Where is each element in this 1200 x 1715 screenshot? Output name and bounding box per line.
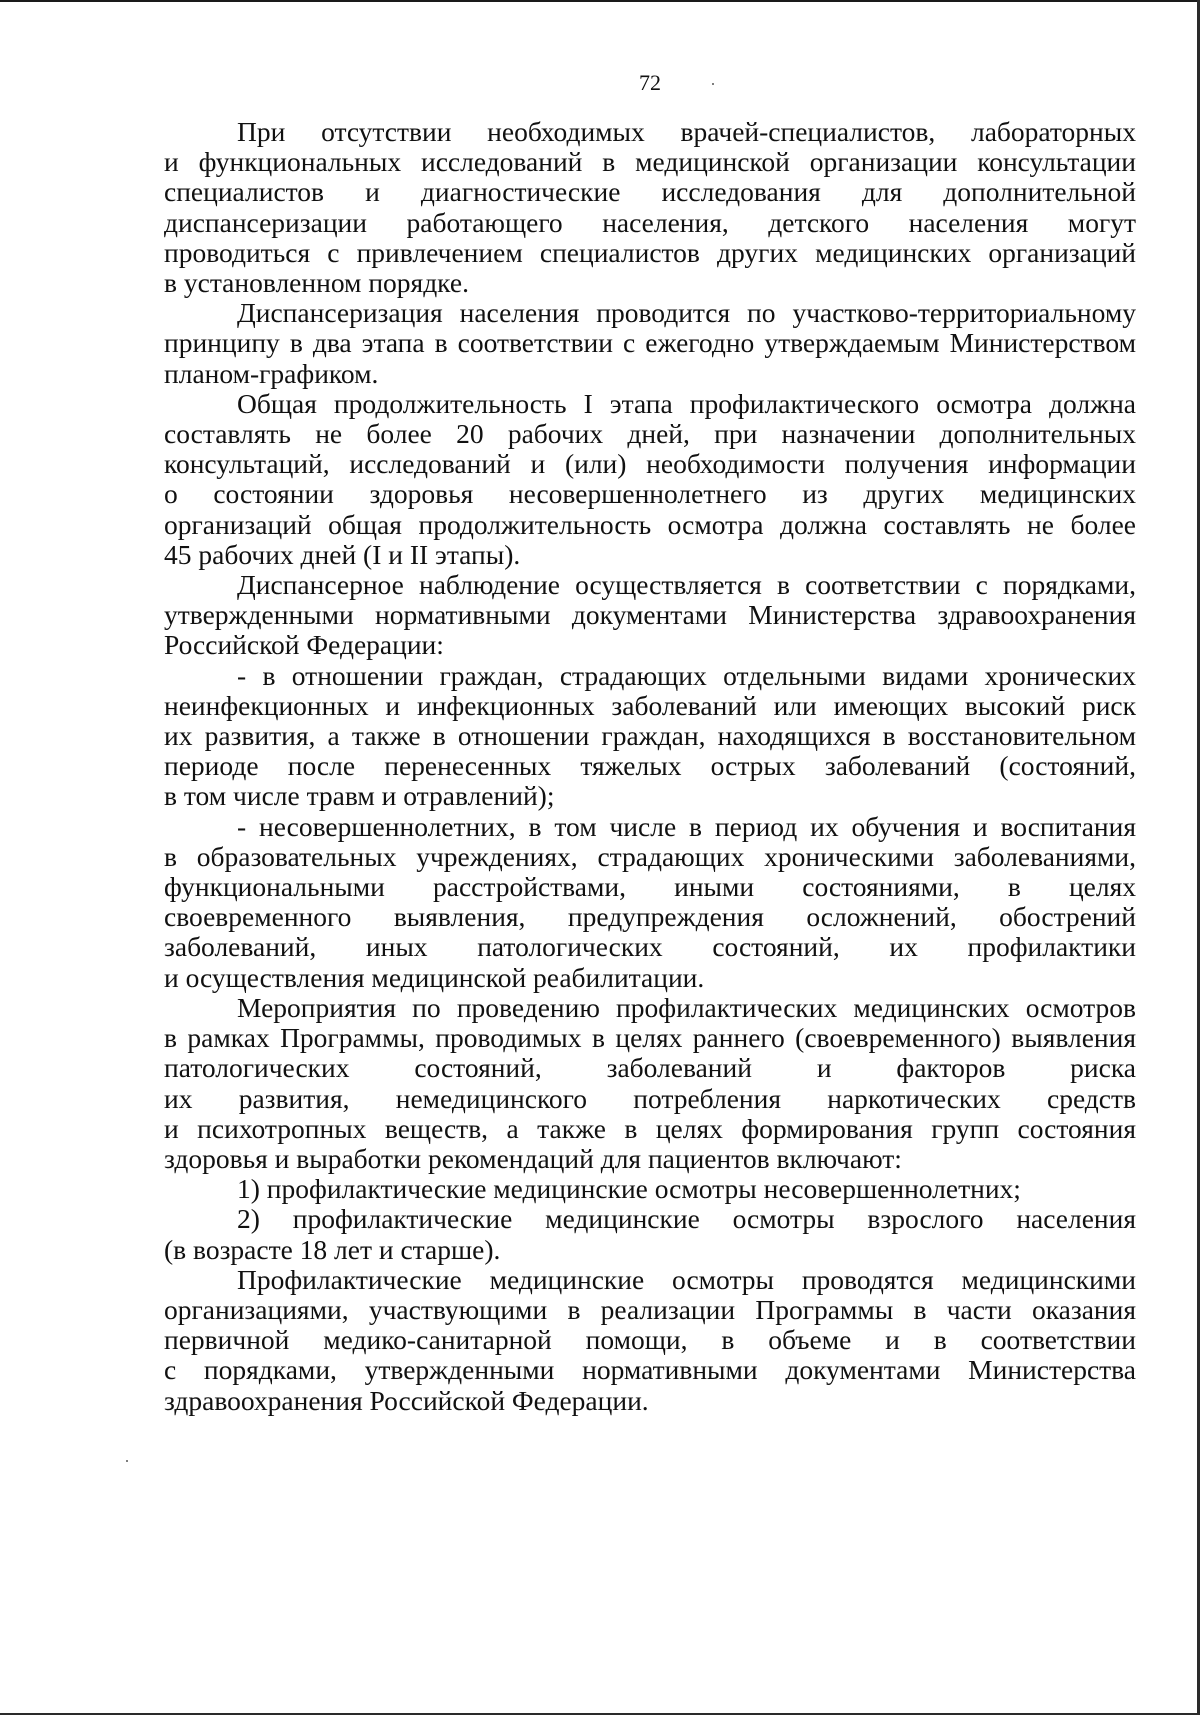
text-line: Диспансерное наблюдение осуществляется в соответствии с порядками, bbox=[237, 569, 1136, 601]
text-line: о состоянии здоровья несовершеннолетнего из других медицинских bbox=[164, 478, 1136, 510]
text-line: неинфекционных и инфекционных заболеваний или имеющих высокий риск bbox=[164, 689, 1136, 721]
text-line: 1) профилактические медицинские осмотры несовершеннолетних; bbox=[237, 1173, 1021, 1205]
text-line: и осуществления медицинской реабилитации. bbox=[164, 961, 705, 993]
text-line: - в отношении граждан, страдающих отдельными видами хронических bbox=[237, 659, 1136, 691]
text-line: Диспансеризация населения проводится по участково-территориальному bbox=[237, 297, 1136, 329]
text-line: организациями, участвующими в реализации Программы в части оказания bbox=[164, 1293, 1136, 1325]
text-line: планом-графиком. bbox=[164, 357, 379, 389]
text-line: патологических состояний, заболеваний и факторов риска bbox=[164, 1052, 1136, 1084]
paragraph bbox=[164, 812, 1136, 993]
paragraph bbox=[164, 993, 1136, 1174]
paragraph bbox=[164, 1174, 1136, 1204]
text-line: заболеваний, иных патологических состояний, их профилактики bbox=[164, 931, 1136, 963]
text-line: здравоохранения Российской Федерации. bbox=[164, 1384, 649, 1416]
scan-speck bbox=[126, 1460, 128, 1462]
paragraph bbox=[164, 1265, 1136, 1416]
text-line: первичной медико-санитарной помощи, в объеме и в соответствии bbox=[164, 1324, 1136, 1356]
text-line: консультаций, исследований и (или) необходимости получения информации bbox=[164, 448, 1136, 480]
text-line: утвержденными нормативными документами Министерства здравоохранения bbox=[164, 599, 1136, 631]
text-line: их развития, а также в отношении граждан, находящихся в восстановительном bbox=[164, 720, 1136, 752]
text-line: здоровья и выработки рекомендаций для пациентов включают: bbox=[164, 1142, 902, 1174]
text-line: 2) профилактические медицинские осмотры взрослого населения bbox=[237, 1203, 1136, 1235]
text-line: диспансеризации работающего населения, детского населения могут bbox=[164, 206, 1136, 238]
text-line: - несовершеннолетних, в том числе в период их обучения и воспитания bbox=[237, 810, 1136, 842]
paragraph bbox=[164, 1204, 1136, 1264]
text-line: и функциональных исследований в медицинской организации консультации bbox=[164, 146, 1136, 178]
text-line: их развития, немедицинского потребления наркотических средств bbox=[164, 1082, 1136, 1114]
text-line: функциональными расстройствами, иными состояниями, в целях bbox=[164, 871, 1136, 903]
paragraph bbox=[164, 570, 1136, 661]
text-line: составлять не более 20 рабочих дней, при назначении дополнительных bbox=[164, 418, 1136, 450]
text-line: 45 рабочих дней (I и II этапы). bbox=[164, 538, 521, 570]
paragraph bbox=[164, 389, 1136, 570]
paragraph bbox=[164, 298, 1136, 389]
text-line: специалистов и диагностические исследования для дополнительной bbox=[164, 176, 1136, 208]
text-line: (в возрасте 18 лет и старше). bbox=[164, 1233, 501, 1265]
text-line: и психотропных веществ, а также в целях формирования групп состояния bbox=[164, 1112, 1136, 1144]
paragraph bbox=[164, 117, 1136, 298]
text-line: Профилактические медицинские осмотры проводятся медицинскими bbox=[237, 1263, 1136, 1295]
text-line: в установленном порядке. bbox=[164, 267, 469, 299]
text-line: в образовательных учреждениях, страдающих хроническими заболеваниями, bbox=[164, 840, 1136, 872]
scan-edge-top bbox=[0, 0, 1200, 2]
text-line: Общая продолжительность I этапа профилактического осмотра должна bbox=[237, 387, 1136, 419]
text-line: принципу в два этапа в соответствии с ежегодно утверждаемым Министерством bbox=[164, 327, 1136, 359]
text-line: При отсутствии необходимых врачей-специалистов, лабораторных bbox=[237, 116, 1136, 147]
document-body bbox=[164, 117, 1136, 1416]
text-line: своевременного выявления, предупреждения осложнений, обострений bbox=[164, 901, 1136, 933]
text-line: в том числе травм и отравлений); bbox=[164, 780, 555, 812]
text-line: Мероприятия по проведению профилактических медицинских осмотров bbox=[237, 991, 1136, 1023]
text-line: в рамках Программы, проводимых в целях раннего (своевременного) выявления bbox=[164, 1022, 1136, 1054]
text-line: организаций общая продолжительность осмотра должна составлять не более bbox=[164, 508, 1136, 540]
text-line: Российской Федерации: bbox=[164, 629, 444, 661]
text-line: с порядками, утвержденными нормативными документами Министерства bbox=[164, 1354, 1136, 1386]
text-line: проводиться с привлечением специалистов других медицинских организаций bbox=[164, 236, 1136, 268]
text-line: периоде после перенесенных тяжелых острых заболеваний (состояний, bbox=[164, 750, 1136, 782]
page-number: 72 bbox=[639, 70, 661, 95]
paragraph bbox=[164, 661, 1136, 812]
